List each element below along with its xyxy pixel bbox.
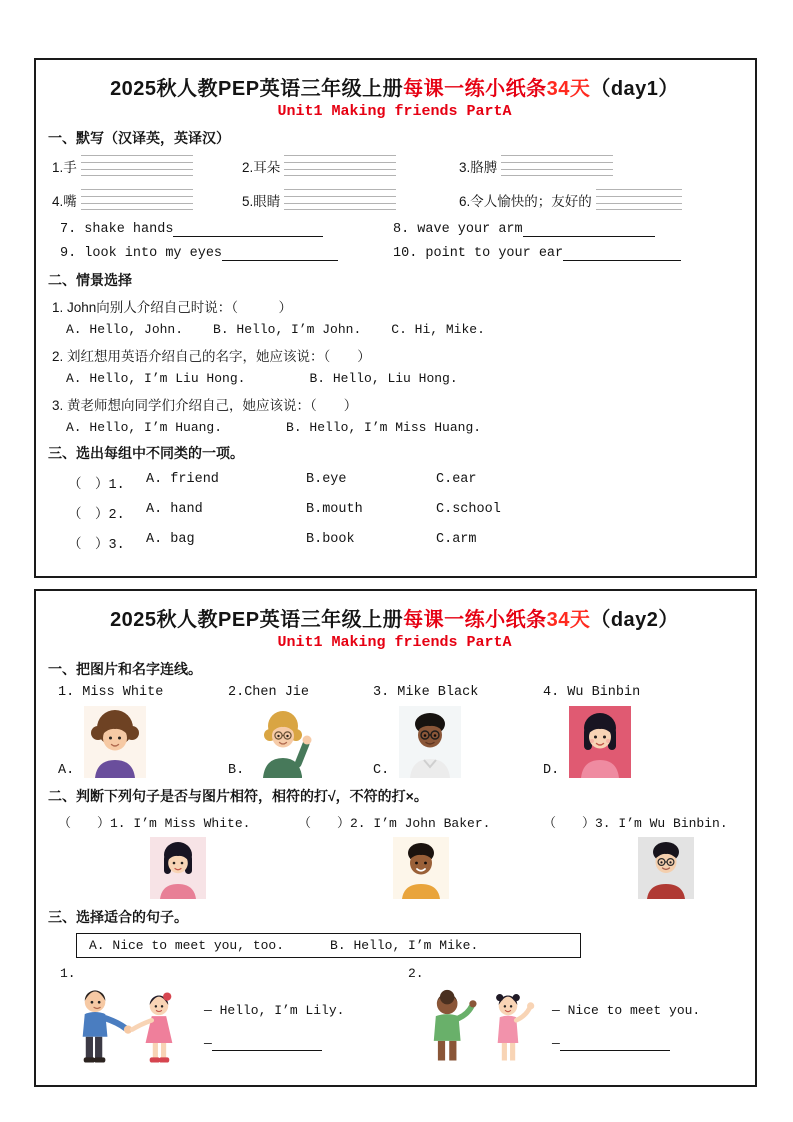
portrait-girl-pink — [150, 837, 206, 899]
dialog-1-number: 1. — [60, 966, 76, 981]
day1-section1-heading: 一、默写（汉译英，英译汉） — [48, 130, 230, 146]
choice-question-1-stem: 1. John向别人介绍自己时说：（ ） — [52, 300, 293, 315]
option-a: A. friend — [146, 472, 219, 487]
dialog-scenes-row — [48, 966, 741, 1071]
option-a: A. Hello, I’m Huang. — [66, 420, 223, 435]
phrase-row-1 — [48, 222, 741, 237]
match-name-1: 1. Miss White — [58, 685, 164, 700]
option-a: A. Hello, John. — [66, 322, 184, 337]
dialog-1-line: — Hello, I’m Lily. — [204, 1003, 345, 1018]
true-false-item-1: （ ）1. I’m Miss White. — [58, 816, 251, 831]
day2-section1-heading: 一、把图片和名字连线。 — [48, 661, 202, 677]
day1-title-prefix: 2025秋人教PEP英语三年级上册 — [110, 78, 404, 100]
portrait-boy-glasses — [399, 706, 461, 778]
match-letter-b: B. — [228, 763, 245, 778]
dictation-item-4 — [52, 188, 242, 210]
choice-question-2-options — [48, 371, 741, 386]
option-b: B. Hello, Liu Hong. — [309, 371, 458, 386]
choice-question-1 — [48, 296, 741, 337]
phrase-item-7-label: 7. shake hands — [60, 222, 174, 237]
phrase-item-10-label: 10. point to your ear — [393, 246, 564, 261]
writing-stave — [596, 188, 682, 210]
greeting-scene — [408, 983, 542, 1071]
dialog-1 — [60, 966, 408, 1071]
answer-blank — [563, 247, 681, 261]
option-a: A. hand — [146, 502, 203, 517]
day1-title-suffix: （day1） — [590, 78, 679, 100]
worksheet-day1 — [34, 58, 757, 578]
dictation-item-4-label: 4.嘴 — [52, 194, 77, 209]
sentence-option-a: A. Nice to meet you, too. — [89, 938, 285, 953]
true-false-statements-row — [48, 812, 741, 831]
option-c: C. Hi, Mike. — [391, 322, 485, 337]
odd-one-out-row-1 — [48, 472, 741, 493]
choice-question-1-options — [48, 322, 741, 337]
answer-blank — [560, 1037, 670, 1051]
dialog-2-answer-line — [552, 1036, 700, 1051]
day2-title — [48, 603, 741, 632]
option-c: C.ear — [436, 472, 477, 487]
phrase-item-10 — [393, 246, 681, 261]
match-cell-c — [373, 706, 543, 778]
dialog-2-dash: — — [552, 1036, 560, 1051]
option-b: B.mouth — [306, 502, 363, 517]
day2-title-suffix: （day2） — [590, 609, 679, 631]
phrase-item-8-label: 8. wave your arm — [393, 222, 523, 237]
match-portraits-row — [48, 706, 741, 778]
dialog-2-lines — [552, 1003, 700, 1051]
handshake-scene — [60, 983, 194, 1071]
match-name-3: 3. Mike Black — [373, 685, 479, 700]
match-letter-d: D. — [543, 763, 560, 778]
match-letter-c: C. — [373, 763, 390, 778]
choice-question-3-options — [48, 420, 741, 435]
answer-parens: （ ）3. — [68, 538, 125, 553]
dialog-1-answer-line — [204, 1036, 344, 1051]
dictation-item-1 — [52, 154, 242, 176]
answer-blank — [173, 223, 323, 237]
answer-blank — [523, 223, 655, 237]
dialog-2-body — [408, 983, 741, 1071]
option-a: A. bag — [146, 532, 195, 547]
portrait-girl-black-hair — [569, 706, 631, 778]
answer-parens: （ ）1. — [68, 478, 125, 493]
portrait-boy-brown-hair — [84, 706, 146, 778]
dialog-1-dash: — — [204, 1036, 212, 1051]
dictation-item-1-label: 1.手 — [52, 160, 77, 175]
true-false-item-3: （ ）3. I’m Wu Binbin. — [543, 816, 728, 831]
match-cell-d — [543, 706, 741, 778]
dialog-2-line: — Nice to meet you. — [552, 1003, 701, 1018]
day1-title — [48, 72, 741, 101]
choice-question-3-stem: 3. 黄老师想向同学们介绍自己，她应该说：（ ） — [52, 398, 358, 413]
dictation-item-6-label: 6.令人愉快的；友好的 — [459, 194, 592, 209]
match-cell-b — [228, 706, 373, 778]
true-false-image-1 — [58, 837, 298, 899]
match-names-row — [48, 685, 741, 700]
sentence-option-box — [76, 933, 581, 958]
match-name-4: 4. Wu Binbin — [543, 685, 641, 700]
day1-section3-heading: 三、选出每组中不同类的一项。 — [48, 445, 244, 461]
match-letter-a: A. — [58, 763, 75, 778]
answer-parens: （ ）2. — [68, 508, 125, 523]
dictation-item-2 — [242, 154, 459, 176]
dialog-1-body — [60, 983, 408, 1071]
phrase-item-8 — [393, 222, 655, 237]
choice-question-3 — [48, 394, 741, 435]
portrait-boy-yellow-shirt — [393, 837, 449, 899]
dictation-item-6 — [459, 188, 741, 210]
portrait-person-red-glasses — [638, 837, 694, 899]
answer-blank — [222, 247, 338, 261]
writing-stave — [81, 154, 193, 176]
phrase-item-9-label: 9. look into my eyes — [60, 246, 223, 261]
day2-unit-subtitle: Unit1 Making friends PartA — [277, 634, 512, 651]
odd-one-out-row-2 — [48, 502, 741, 523]
dialog-2-number: 2. — [408, 966, 424, 981]
writing-stave — [284, 188, 396, 210]
day2-section2-heading: 二、判断下列句子是否与图片相符，相符的打√，不符的打×。 — [48, 788, 428, 804]
worksheet-day2 — [34, 589, 757, 1087]
dictation-item-3-label: 3.胳膊 — [459, 160, 498, 175]
portrait-teacher-glasses-waving — [254, 706, 316, 778]
phrase-row-2 — [48, 246, 741, 261]
option-a: A. Hello, I’m Liu Hong. — [66, 371, 246, 386]
option-c: C.arm — [436, 532, 477, 547]
true-false-image-3 — [543, 837, 741, 899]
writing-stave — [81, 188, 193, 210]
day2-title-prefix: 2025秋人教PEP英语三年级上册 — [110, 609, 404, 631]
odd-one-out-row-3 — [48, 532, 741, 553]
day1-section2-heading: 二、情景选择 — [48, 272, 132, 288]
option-b: B.book — [306, 532, 355, 547]
match-cell-a — [58, 706, 228, 778]
day2-title-days: 34天 — [546, 609, 591, 631]
day2-title-highlight: 每课一练小纸条 — [403, 609, 547, 631]
day1-title-highlight: 每课一练小纸条 — [403, 78, 547, 100]
dictation-item-5-label: 5.眼睛 — [242, 194, 281, 209]
option-b: B. Hello, I’m John. — [213, 322, 362, 337]
choice-question-2 — [48, 345, 741, 386]
day1-unit-subtitle: Unit1 Making friends PartA — [277, 103, 512, 120]
option-b: B.eye — [306, 472, 347, 487]
option-b: B. Hello, I’m Miss Huang. — [286, 420, 482, 435]
choice-question-2-stem: 2. 刘红想用英语介绍自己的名字，她应该说：（ ） — [52, 349, 371, 364]
writing-stave — [284, 154, 396, 176]
dictation-item-2-label: 2.耳朵 — [242, 160, 281, 175]
dictation-item-3 — [459, 154, 741, 176]
day2-section3-heading: 三、选择适合的句子。 — [48, 909, 188, 925]
option-c: C.school — [436, 502, 501, 517]
true-false-image-2 — [298, 837, 543, 899]
sentence-option-b: B. Hello, I’m Mike. — [330, 938, 479, 953]
dialog-1-lines — [204, 1003, 344, 1051]
phrase-item-7 — [60, 222, 393, 237]
dialog-2 — [408, 966, 741, 1071]
day1-title-days: 34天 — [546, 78, 591, 100]
dictation-item-5 — [242, 188, 459, 210]
dictation-row-2 — [48, 188, 741, 210]
dictation-row-1 — [48, 154, 741, 176]
writing-stave — [501, 154, 613, 176]
answer-blank — [212, 1037, 322, 1051]
true-false-images-row — [48, 837, 741, 899]
true-false-item-2: （ ）2. I’m John Baker. — [298, 816, 491, 831]
match-name-2: 2.Chen Jie — [228, 685, 310, 700]
phrase-item-9 — [60, 246, 393, 261]
